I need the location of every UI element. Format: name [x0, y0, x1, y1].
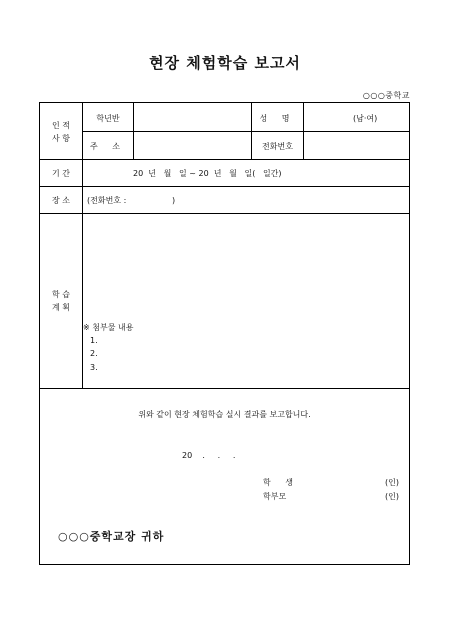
attachment-item-2[interactable]: 2.	[90, 349, 98, 358]
row-divider	[40, 213, 409, 214]
student-label: 학 생	[263, 478, 299, 487]
report-form	[39, 102, 410, 565]
name-label: 성 명	[259, 114, 296, 123]
row-divider	[40, 186, 409, 187]
phone-label: 전화번호	[262, 142, 293, 151]
place-field[interactable]: (전화번호 : )	[87, 196, 176, 205]
address-field[interactable]	[134, 141, 251, 153]
confirmation-statement: 위와 같이 현장 체험학습 실시 결과를 보고합니다.	[138, 410, 311, 419]
plan-label-2: 계 획	[52, 303, 70, 312]
addressee: ○○○중학교장 귀하	[58, 530, 165, 543]
attachment-item-3[interactable]: 3.	[90, 363, 98, 372]
place-label: 장 소	[52, 196, 70, 205]
name-field[interactable]: (남·여)	[353, 114, 378, 123]
grade-class-field[interactable]	[134, 113, 251, 125]
period-field[interactable]: 20 년 월 일 ~ 20 년 월 일( 일간)	[133, 169, 282, 178]
document-title: 현장 체험학습 보고서	[149, 54, 301, 72]
attachments-header: ※ 첨부물 내용	[83, 323, 134, 332]
row-divider	[83, 131, 409, 132]
school-name: ○○○중학교	[362, 91, 410, 100]
phone-field[interactable]	[304, 141, 409, 153]
section-label-personal-1: 인 적	[52, 121, 70, 130]
section-label-personal-2: 사 항	[52, 134, 70, 143]
plan-label-1: 학 습	[52, 290, 70, 299]
date-line[interactable]: 20 . . .	[182, 451, 236, 460]
parent-label: 학부모	[263, 492, 287, 501]
row-divider	[40, 159, 409, 160]
parent-seal: (인)	[385, 492, 399, 501]
row-divider	[40, 388, 409, 389]
grade-class-label: 학년반	[96, 114, 120, 123]
address-label: 주 소	[90, 142, 126, 151]
student-seal: (인)	[385, 478, 399, 487]
period-label: 기 간	[52, 169, 70, 178]
attachment-item-1[interactable]: 1.	[90, 336, 98, 345]
